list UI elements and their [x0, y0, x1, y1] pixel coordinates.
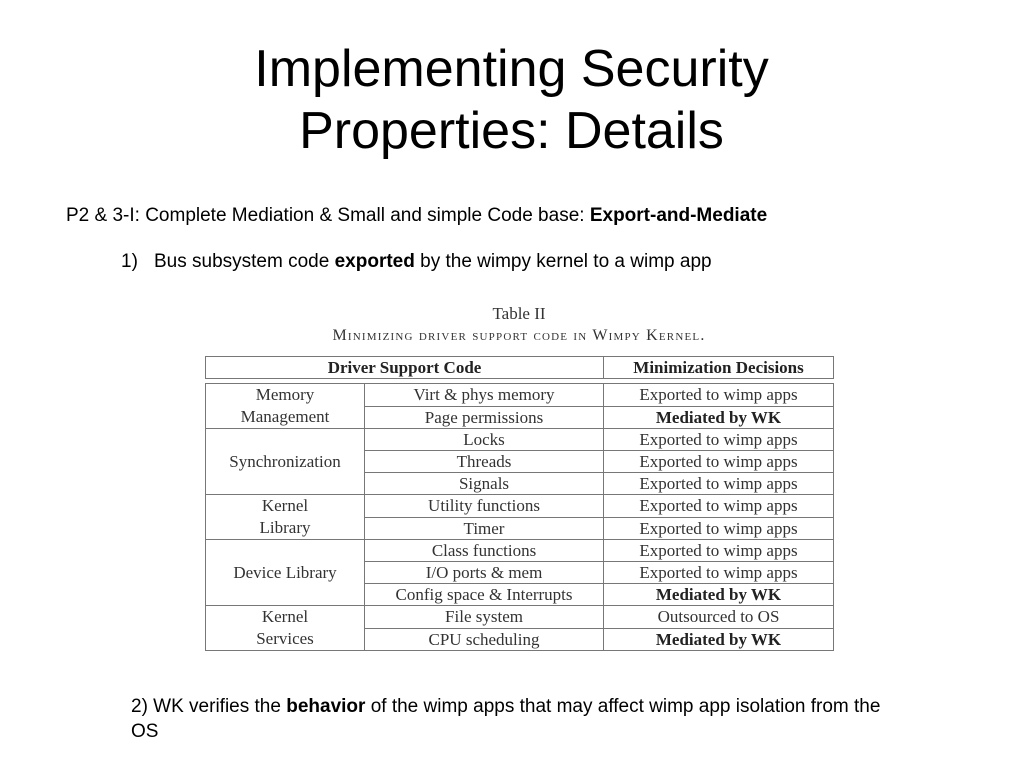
decision-cell: Exported to wimp apps	[604, 429, 834, 451]
group-name-line2: Management	[240, 407, 330, 426]
point-2	[131, 694, 891, 744]
slide-title-line2: Properties: Details	[299, 102, 724, 160]
point-2-emphasis: behavior	[286, 696, 366, 717]
decision-cell: Mediated by WK	[604, 584, 834, 606]
point-2-suffix: of the wimp apps that may affect wimp app isolation from the OS	[131, 696, 881, 742]
decision-cell: Exported to wimp apps	[604, 451, 834, 473]
decision-cell: Exported to wimp apps	[604, 384, 834, 407]
subheading-emphasis: Export-and-Mediate	[589, 205, 768, 226]
decision-cell: Mediated by WK	[604, 628, 834, 651]
group-kernel-library	[206, 495, 365, 540]
header-minimization-decisions: Minimization Decisions	[604, 357, 834, 379]
decision-cell: Exported to wimp apps	[604, 540, 834, 562]
table-caption-number: Table II	[492, 304, 546, 323]
table-row	[206, 606, 834, 629]
table-row	[206, 429, 834, 451]
group-memory-management	[206, 384, 365, 429]
code-cell: Locks	[365, 429, 604, 451]
group-name-line1: Device Library	[233, 562, 337, 582]
group-name-line2: Services	[256, 629, 314, 648]
point-1	[121, 250, 712, 274]
table-row	[206, 495, 834, 518]
header-driver-support-code: Driver Support Code	[206, 357, 604, 379]
subheading-text: P2 & 3-I: Complete Mediation & Small and simple Code base:	[66, 205, 590, 226]
table-row	[206, 384, 834, 407]
code-cell: File system	[365, 606, 604, 629]
decision-cell: Exported to wimp apps	[604, 473, 834, 495]
group-name-line1: Kernel	[261, 607, 309, 626]
group-synchronization	[206, 429, 365, 495]
code-cell: Threads	[365, 451, 604, 473]
decision-cell: Exported to wimp apps	[604, 562, 834, 584]
code-cell: Timer	[365, 517, 604, 540]
code-cell: Signals	[365, 473, 604, 495]
point-2-prefix: 2) WK verifies the	[131, 696, 287, 717]
group-name-line2: Library	[259, 518, 311, 537]
code-cell: Class functions	[365, 540, 604, 562]
point-1-number: 1)	[121, 251, 138, 272]
table-caption-title: Minimizing driver support code in Wimpy Kernel.	[332, 327, 706, 344]
code-cell: I/O ports & mem	[365, 562, 604, 584]
point-1-prefix: Bus subsystem code	[154, 251, 335, 272]
slide-title	[0, 38, 1023, 162]
group-name-line1: Kernel	[261, 496, 309, 515]
point-1-emphasis: exported	[334, 251, 415, 272]
table-header-row	[206, 357, 834, 379]
code-cell: CPU scheduling	[365, 628, 604, 651]
code-cell: Config space & Interrupts	[365, 584, 604, 606]
code-cell: Page permissions	[365, 406, 604, 429]
subheading	[66, 204, 767, 228]
decision-cell: Exported to wimp apps	[604, 517, 834, 540]
table-row	[206, 540, 834, 562]
decision-cell: Mediated by WK	[604, 406, 834, 429]
point-1-suffix: by the wimpy kernel to a wimp app	[414, 251, 712, 272]
group-name-line1: Memory	[255, 385, 315, 404]
decision-cell: Exported to wimp apps	[604, 495, 834, 518]
driver-support-table	[205, 356, 834, 651]
code-cell: Virt & phys memory	[365, 384, 604, 407]
group-device-library	[206, 540, 365, 606]
group-kernel-services	[206, 606, 365, 651]
code-cell: Utility functions	[365, 495, 604, 518]
group-name-line1: Synchronization	[229, 451, 341, 471]
decision-cell: Outsourced to OS	[604, 606, 834, 629]
slide-title-line1: Implementing Security	[254, 40, 769, 98]
